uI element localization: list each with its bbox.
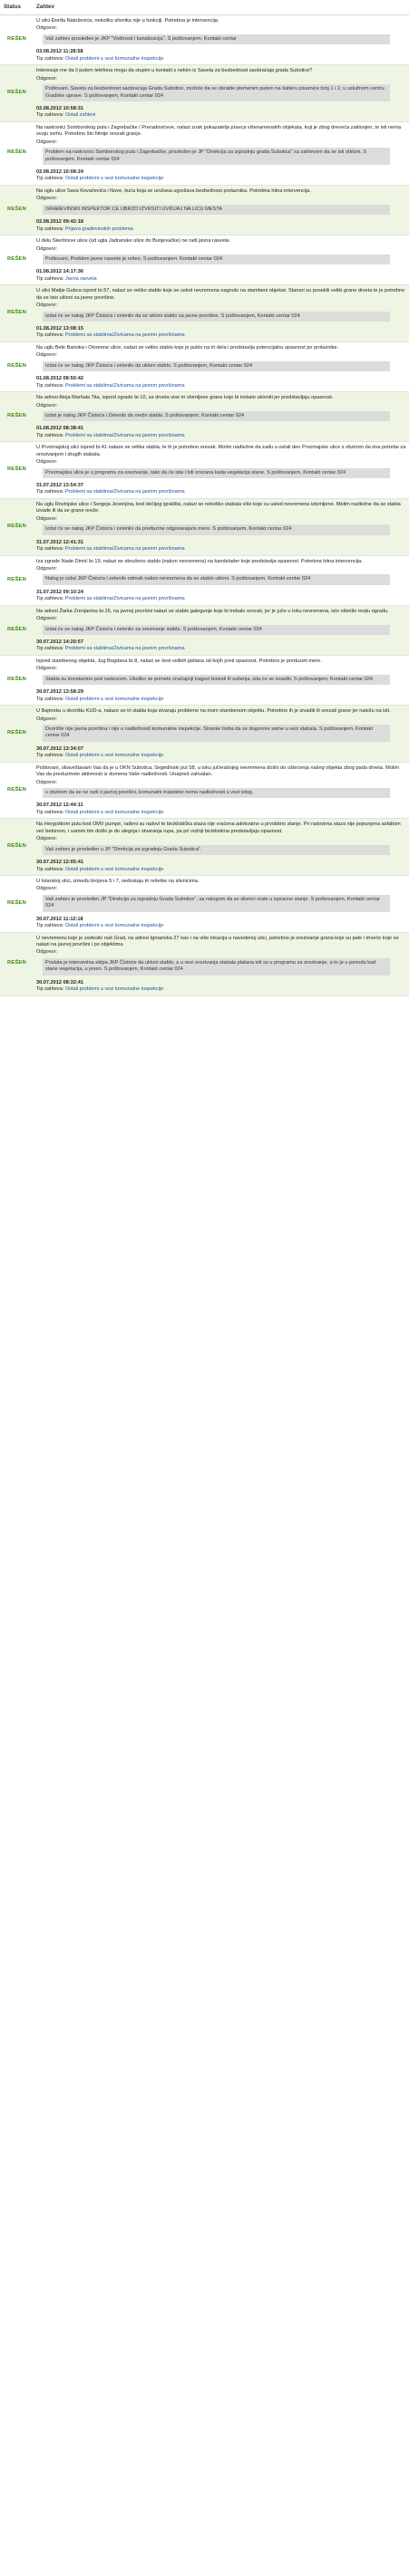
status-badge: REŠEN: [7, 413, 26, 419]
table-row: [0, 656, 409, 706]
request-body: [34, 876, 409, 932]
request-body: [34, 706, 409, 762]
category-link[interactable]: Javna rasveta: [64, 275, 97, 282]
category-label: Tip zahteva:: [36, 432, 64, 438]
table-row: [0, 285, 409, 342]
request-description: Na uglu Bele Bartoka i Otvorene ulice, nalazi se veliko stablo koje je puklo na tri dela i predstavlja potencijalnu opasnost po prolaznike.: [36, 344, 339, 351]
category-line: [36, 810, 406, 816]
category-link[interactable]: Ostali problemi u vezi komunalne inspekcije: [64, 809, 164, 815]
response-text: Izdat će se nalog JKP Čistoća i zelenilo za orezivanje stabla. S poštovanjem, Kontakt centar 024: [43, 625, 390, 635]
response-text: Stabla su konstantno pod nadzorom. Ukoliko se primete značajniji tragovi bolesti ili sušenja, ista će se izvaditi. S poštovanjem, Kontakt centar 024: [43, 675, 390, 685]
category-label: Tip zahteva:: [36, 489, 64, 495]
response-label: Odgovor:: [36, 196, 58, 202]
category-link[interactable]: Problemi sa stablima/Zivicama na javnim površinama: [64, 546, 185, 553]
request-body: [34, 656, 409, 705]
request-description: Interesuje me da li putem telefona mogu da stupim u kontakt s nekim iz Saveta za bezbednost saobraćaja grada Subotice?: [36, 68, 313, 74]
request-body: [34, 606, 409, 655]
response-label: Odgovor:: [36, 779, 58, 785]
request-date: 02.08.2012 09:42:18: [36, 219, 83, 226]
status-badge: REŠEN: [7, 576, 26, 582]
request-list: [0, 15, 409, 996]
category-label: Tip zahteva:: [36, 275, 64, 282]
status-column-header: Status: [4, 3, 21, 10]
category-link[interactable]: Problemi sa stablima/Zivicama na javnim površinama: [64, 332, 185, 339]
category-line: [36, 383, 406, 389]
request-date: 30.07.2012 14:20:57: [36, 639, 83, 645]
table-row: [0, 186, 409, 235]
request-body: [34, 285, 409, 341]
table-row: [0, 556, 409, 606]
table-row: [0, 235, 409, 285]
request-description: Na uglu Rovinjske ulice i Sergeja Jesenjina, kod dečijeg igrališta, nalazi se nekoliko stabala više koje su usled nevremena izlomljene. Molim nadležne da se stabla izvade ili da se grane oreže.: [36, 501, 401, 514]
category-line: [36, 276, 406, 283]
request-description: U ulici Đorđa Natoševića, nekoliko slivnika nije u funkciji. Potrebna je intervencija.: [36, 18, 219, 24]
request-date: 31.07.2012 13:54:37: [36, 483, 83, 488]
response-text: s obzirom da se ne radi o javnoj površini, komunalni inspektor nema nadležnosti u vezi istog.: [43, 788, 390, 798]
request-column-header: Zahtev: [36, 3, 54, 10]
response-text: Poslata je interventna ekipa JKP Čistoće da ukloni stablo, a u vezi orezivanja stabala platana isti su u programu za orezivanje, a to je u periodu kad stane vegetacija, u jesen. S poštovanjem, Kontakt centar 024: [43, 958, 390, 976]
status-badge: REŠEN: [7, 786, 26, 793]
response-label: Odgovor:: [36, 716, 58, 722]
status-badge: REŠEN: [7, 36, 26, 43]
status-badge: REŠEN: [7, 626, 26, 632]
status-badge: REŠEN: [7, 90, 26, 96]
response-text: Prvomajska ulica je u programu za orezivanje, tako da će ista i biti orezana kada vegetacija stane. S poštovanjem, Kontakt centar 024: [43, 468, 390, 478]
response-text: Nalog je izdat JKP Čistoća i zelenilo odmah nakon nevremena da se stablo ukloni. S poštovanjem, Kontakt centar 024: [43, 574, 390, 584]
request-description: U Prvomajskoj ulici ispred br.41 nalaze se velika stabla, te ih je potrebno orezati. Molim nadležne da zađu u ostali deo Prvomajske ulice s obzirom da ima potrebe za orezivanjem i drugih stabala.: [36, 445, 406, 457]
request-date: 02.08.2012 10:58:31: [36, 105, 83, 111]
category-link[interactable]: Problemi sa stablima/Zivicama na javnim površinama: [64, 489, 185, 495]
table-header: [0, 0, 409, 15]
response-label: Odgovor:: [36, 25, 58, 32]
status-badge: REŠEN: [7, 843, 26, 850]
category-label: Tip zahteva:: [36, 546, 64, 553]
response-text: Izdat će se nalog JKP Čistoća i zelenilo da se ukloni stablo sa javne površine. S poštovanjem, Kontakt centar 024: [43, 312, 390, 322]
response-text: Vaš zahtev je prosleđen JP "Direkcija za izgradnju Grada Subotice", sa nalogom da se slivnici vrate u ispravno stanje. S poštovanjem, Kontakt centar 024: [43, 895, 390, 912]
category-link[interactable]: Ostali zahtevi: [64, 112, 96, 119]
response-label: Odgovor:: [36, 139, 58, 145]
table-row: [0, 933, 409, 996]
category-line: [36, 986, 406, 993]
category-line: [36, 923, 406, 929]
response-label: Odgovor:: [36, 616, 58, 622]
category-line: [36, 646, 406, 652]
category-link[interactable]: Problemi sa stablima/Zivicama na javnim površinama: [64, 596, 185, 602]
request-description: Na uglu ulice Sava Kovačevića i Nove, kuća koja se urušava ugrožava bezbednost prolaznika. Potrebna hitna intervencija.: [36, 187, 311, 194]
request-description: Ispred stambenog objekta, Jug Bogdana br.8, nalazi se šest velikih jablana od kojih preti opasnost. Potrebno je preduzeti mere.: [36, 658, 322, 664]
request-date: 30.07.2012 13:58:29: [36, 689, 83, 696]
response-label: Odgovor:: [36, 949, 58, 956]
response-text: Izdat će se nalog JKP Čistoća i zelenilo da ukloni stablo. S poštovanjem, Kontakt centar 024: [43, 361, 390, 371]
request-date: 31.07.2012 09:10:24: [36, 589, 83, 595]
status-badge: REŠEN: [7, 310, 26, 316]
request-description: U Istarskoj ulici, između brojeva 5 i 7, nedostaju tri rešetke na slivnicima.: [36, 878, 200, 884]
response-text: GRAĐEVINSKI INSPEKTOR CE UBRZO IZVRSITI UVIDJAJ NA LICU MESTA: [43, 205, 390, 215]
request-body: [34, 122, 409, 185]
table-row: [0, 442, 409, 499]
request-body: [34, 392, 409, 441]
category-label: Tip zahteva:: [36, 226, 64, 232]
request-date: 30.07.2012 12:05:41: [36, 860, 83, 866]
request-description: Na Horgoškom putu kod OMV pumpe, rađeni su radovi te biciklistička staza nije vraćena adekvatno u prvobitno stanje. Pri radovima staza nije popunjena asfaltom već betonom, i samim tim došlo je do ulegnja i stvaranja rupa, pa pri vožnji biciklistima predstavljaju opasnost.: [36, 822, 401, 834]
category-label: Tip zahteva:: [36, 646, 64, 652]
response-text: Poštovani, Problem javne rasvete je rešen. S poštovanjem. Kontakt centar 024: [43, 255, 390, 264]
table-row: [0, 819, 409, 876]
table-row: [0, 342, 409, 392]
category-line: [36, 56, 406, 62]
status-badge: REŠEN: [7, 730, 26, 736]
request-date: 01.08.2012 08:38:41: [36, 426, 83, 432]
category-link[interactable]: Problemi sa stablima/Zivicama na javnim površinama: [64, 382, 185, 389]
category-line: [36, 112, 406, 119]
request-description: U ulici Matije Gubca ispred br.57, nalazi se veliko stablo koje se usled nevremena nagnulo na stambeni objekat. Stanari su poseklii veliki grane drveta te je potrebno da se isto ukloni sa javne površine.: [36, 288, 405, 301]
response-text: Vaš zahtev je prosleđen u JP "Direkcija za izgradnju Grada Subotica".: [43, 845, 390, 855]
category-line: [36, 176, 406, 182]
request-body: [34, 556, 409, 605]
request-description: Na adresi Žarka Zrenjanina br.15, na javnoj površini nalazi se stablo galegunje koje bi trebalo orezati, jer je juče u toku nevremena, isto oštetilo mojiu ogradu.: [36, 608, 389, 614]
category-link[interactable]: Prijava građevinskih problema: [64, 226, 133, 232]
request-body: [34, 933, 409, 995]
category-link[interactable]: Ostali problemi u vezi komunalne inspekcije: [64, 176, 164, 182]
request-description: Poštovani, obaveštavam Vas da je u OKN Subotica, Segedinski put 58, u toku jučerašnjeg nevremena došlo do oštećenja našeg objekta zbog pada drveta. Molim Vas da preduzmete aktivnosti iz domena Vaše nadležnosti. Unapred zahvalan.: [36, 764, 400, 778]
category-line: [36, 753, 406, 759]
table-row: [0, 763, 409, 820]
status-badge: REŠEN: [7, 363, 26, 370]
table-row: [0, 15, 409, 65]
request-date: 31.07.2012 12:41:31: [36, 539, 83, 545]
category-link[interactable]: Ostali problemi u vezi komunalne inspekcije: [64, 923, 164, 929]
category-link[interactable]: Ostali problemi u vezi komunalne inspekcije: [64, 866, 164, 872]
status-badge: REŠEN: [7, 677, 26, 683]
category-link[interactable]: Ostali problemi u vezi komunalne inspekcije: [64, 986, 164, 993]
response-label: Odgovor:: [36, 245, 58, 252]
response-label: Odgovor:: [36, 666, 58, 672]
response-label: Odgovor:: [36, 303, 58, 309]
category-label: Tip zahteva:: [36, 176, 64, 182]
request-description: U Bajmoku u dvorištu KUD-a, nalaze se tri stabla koja stvaraju probleme na mom stambenom objektu. Potrebno ih je izvaditi ili orezati grane jer naležu na isti.: [36, 708, 391, 715]
response-label: Odgovor:: [36, 75, 58, 82]
request-date: 01.08.2012 13:08:15: [36, 326, 83, 332]
status-badge: REŠEN: [7, 207, 26, 213]
request-date: 02.08.2012 10:08:24: [36, 169, 83, 175]
request-body: [34, 499, 409, 555]
request-date: 30.07.2012 11:12:18: [36, 916, 83, 922]
category-line: [36, 332, 406, 339]
category-label: Tip zahteva:: [36, 596, 64, 602]
request-description: U delu Skerlićeve ulice (od ugla Jadranske ulice do Bunjevačke) ne radi javna rasveta.: [36, 238, 230, 245]
response-text: Problem na raskrsnici Somborskog puta i Zagrebačke, prosleđen je JP "Direkcija za izgradnju grada Subotica" sa zahtevom da se isti otkloni. S poštovanjem, Kontakt centar 024: [43, 148, 390, 165]
request-body: [34, 763, 409, 819]
category-link[interactable]: Ostali problemi u vezi komunalne inspekcije: [64, 696, 164, 702]
category-label: Tip zahteva:: [36, 753, 64, 759]
request-body: [34, 235, 409, 284]
category-line: [36, 596, 406, 602]
request-body: [34, 65, 409, 121]
category-label: Tip zahteva:: [36, 55, 64, 62]
category-line: [36, 867, 406, 873]
request-body: [34, 186, 409, 235]
response-text: Poštovani, Savetu za bezbednost saobraćaja Grada Subotice, možete da se obratite pismenim putem na šalteru pisarnice broj 1 i 2, u uslužnom centru Gradske uprave. S poštovanjem, Kontakt centar 024: [43, 84, 390, 101]
status-badge: REŠEN: [7, 899, 26, 906]
category-label: Tip zahteva:: [36, 332, 64, 339]
table-row: [0, 65, 409, 122]
status-badge: REŠEN: [7, 256, 26, 263]
category-label: Tip zahteva:: [36, 923, 64, 929]
category-link[interactable]: Ostali problemi u vezi komunalne inspekcije: [64, 55, 164, 62]
response-label: Odgovor:: [36, 886, 58, 892]
request-description: Na raskrsnici Somborskog puta i Zagrebačke / Preradovićeve, nalazi znak pokazatelja pravca višenamenskih objekata, koji je zbog dreveća zaklonjen, te isti nema svoju svrhu. Potrebno što hitnije orezati granje.: [36, 124, 402, 138]
category-label: Tip zahteva:: [36, 866, 64, 872]
category-link[interactable]: Problemi sa stablima/Zivicama na javnim površinama: [64, 432, 185, 438]
response-text: Izdat je nalog JKP Čistoća i Zelenilo da oreže stabla. S poštovanjem, Kontakt centar 024: [43, 411, 390, 421]
response-label: Odgovor:: [36, 459, 58, 466]
request-description: Na adresi Aleja Maršala Tita, ispred zgrade br.10, sa drveta vise tri slomljene grane koje bi trebalo ukloniti jer predstavljaju opasnost.: [36, 395, 334, 401]
request-date: 03.08.2012 11:28:58: [36, 49, 83, 55]
category-label: Tip zahteva:: [36, 112, 64, 119]
response-label: Odgovor:: [36, 515, 58, 522]
category-link[interactable]: Ostali problemi u vezi komunalne inspekcije: [64, 753, 164, 759]
request-body: [34, 819, 409, 875]
table-row: [0, 392, 409, 442]
response-text: Dvorište nije javna površina i nije u nadležnosti komunalne inspekcije. Stranke treba da se dogovore same u vezi stabala. S poštovanjem, Kontakt centar 024: [43, 725, 390, 742]
request-description: Iza zgrade Nade Dimić br.19, nalazi se obrušeno stablo (nakon nevremena) na kandelader koje predstavlja opasnost. Potrebna hitna intervencija.: [36, 558, 363, 564]
response-label: Odgovor:: [36, 836, 58, 842]
table-row: [0, 706, 409, 763]
table-row: [0, 122, 409, 186]
status-badge: REŠEN: [7, 466, 26, 473]
request-date: 01.08.2012 14:17:36: [36, 269, 83, 275]
response-label: Odgovor:: [36, 565, 58, 572]
category-label: Tip zahteva:: [36, 696, 64, 702]
request-date: 30.07.2012 13:34:07: [36, 745, 83, 752]
request-description: U nevremenu koje je zadesilo naš Grad, na adresi Igmanska 27 kao i na više lokacija u navedenoj ulici, potrebno je orezivanje grana koje su pale i drveće koje se nalazi na javnoj površini i po objektima.: [36, 935, 399, 947]
response-text: Izdat će se nalog JKP Čistoća i zelenilo da preduzme odgovarajuće mere. S poštovanjem, Kontakt centar 024: [43, 524, 390, 534]
request-body: [34, 15, 409, 64]
table-row: [0, 499, 409, 556]
category-label: Tip zahteva:: [36, 382, 64, 389]
category-line: [36, 433, 406, 439]
response-text: Vaš zahtev prosleđen je JKP "Vodovod i kanalizacija". S poštovanjem, Kontakt centar: [43, 34, 390, 44]
request-date: 30.07.2012 12:44:11: [36, 803, 83, 809]
request-date: 01.08.2012 08:50:42: [36, 376, 83, 382]
table-row: [0, 606, 409, 656]
request-body: [34, 342, 409, 391]
response-label: Odgovor:: [36, 402, 58, 409]
category-label: Tip zahteva:: [36, 986, 64, 993]
status-badge: REŠEN: [7, 149, 26, 156]
category-line: [36, 546, 406, 553]
category-label: Tip zahteva:: [36, 809, 64, 815]
request-date: 30.07.2012 08:32:41: [36, 979, 83, 985]
status-badge: REŠEN: [7, 960, 26, 966]
status-badge: REŠEN: [7, 523, 26, 529]
category-link[interactable]: Problemi sa stablima/Zivicama na javnim površinama: [64, 646, 185, 652]
table-row: [0, 876, 409, 933]
category-line: [36, 697, 406, 703]
request-body: [34, 442, 409, 498]
response-label: Odgovor:: [36, 352, 58, 359]
category-line: [36, 226, 406, 233]
category-line: [36, 489, 406, 495]
